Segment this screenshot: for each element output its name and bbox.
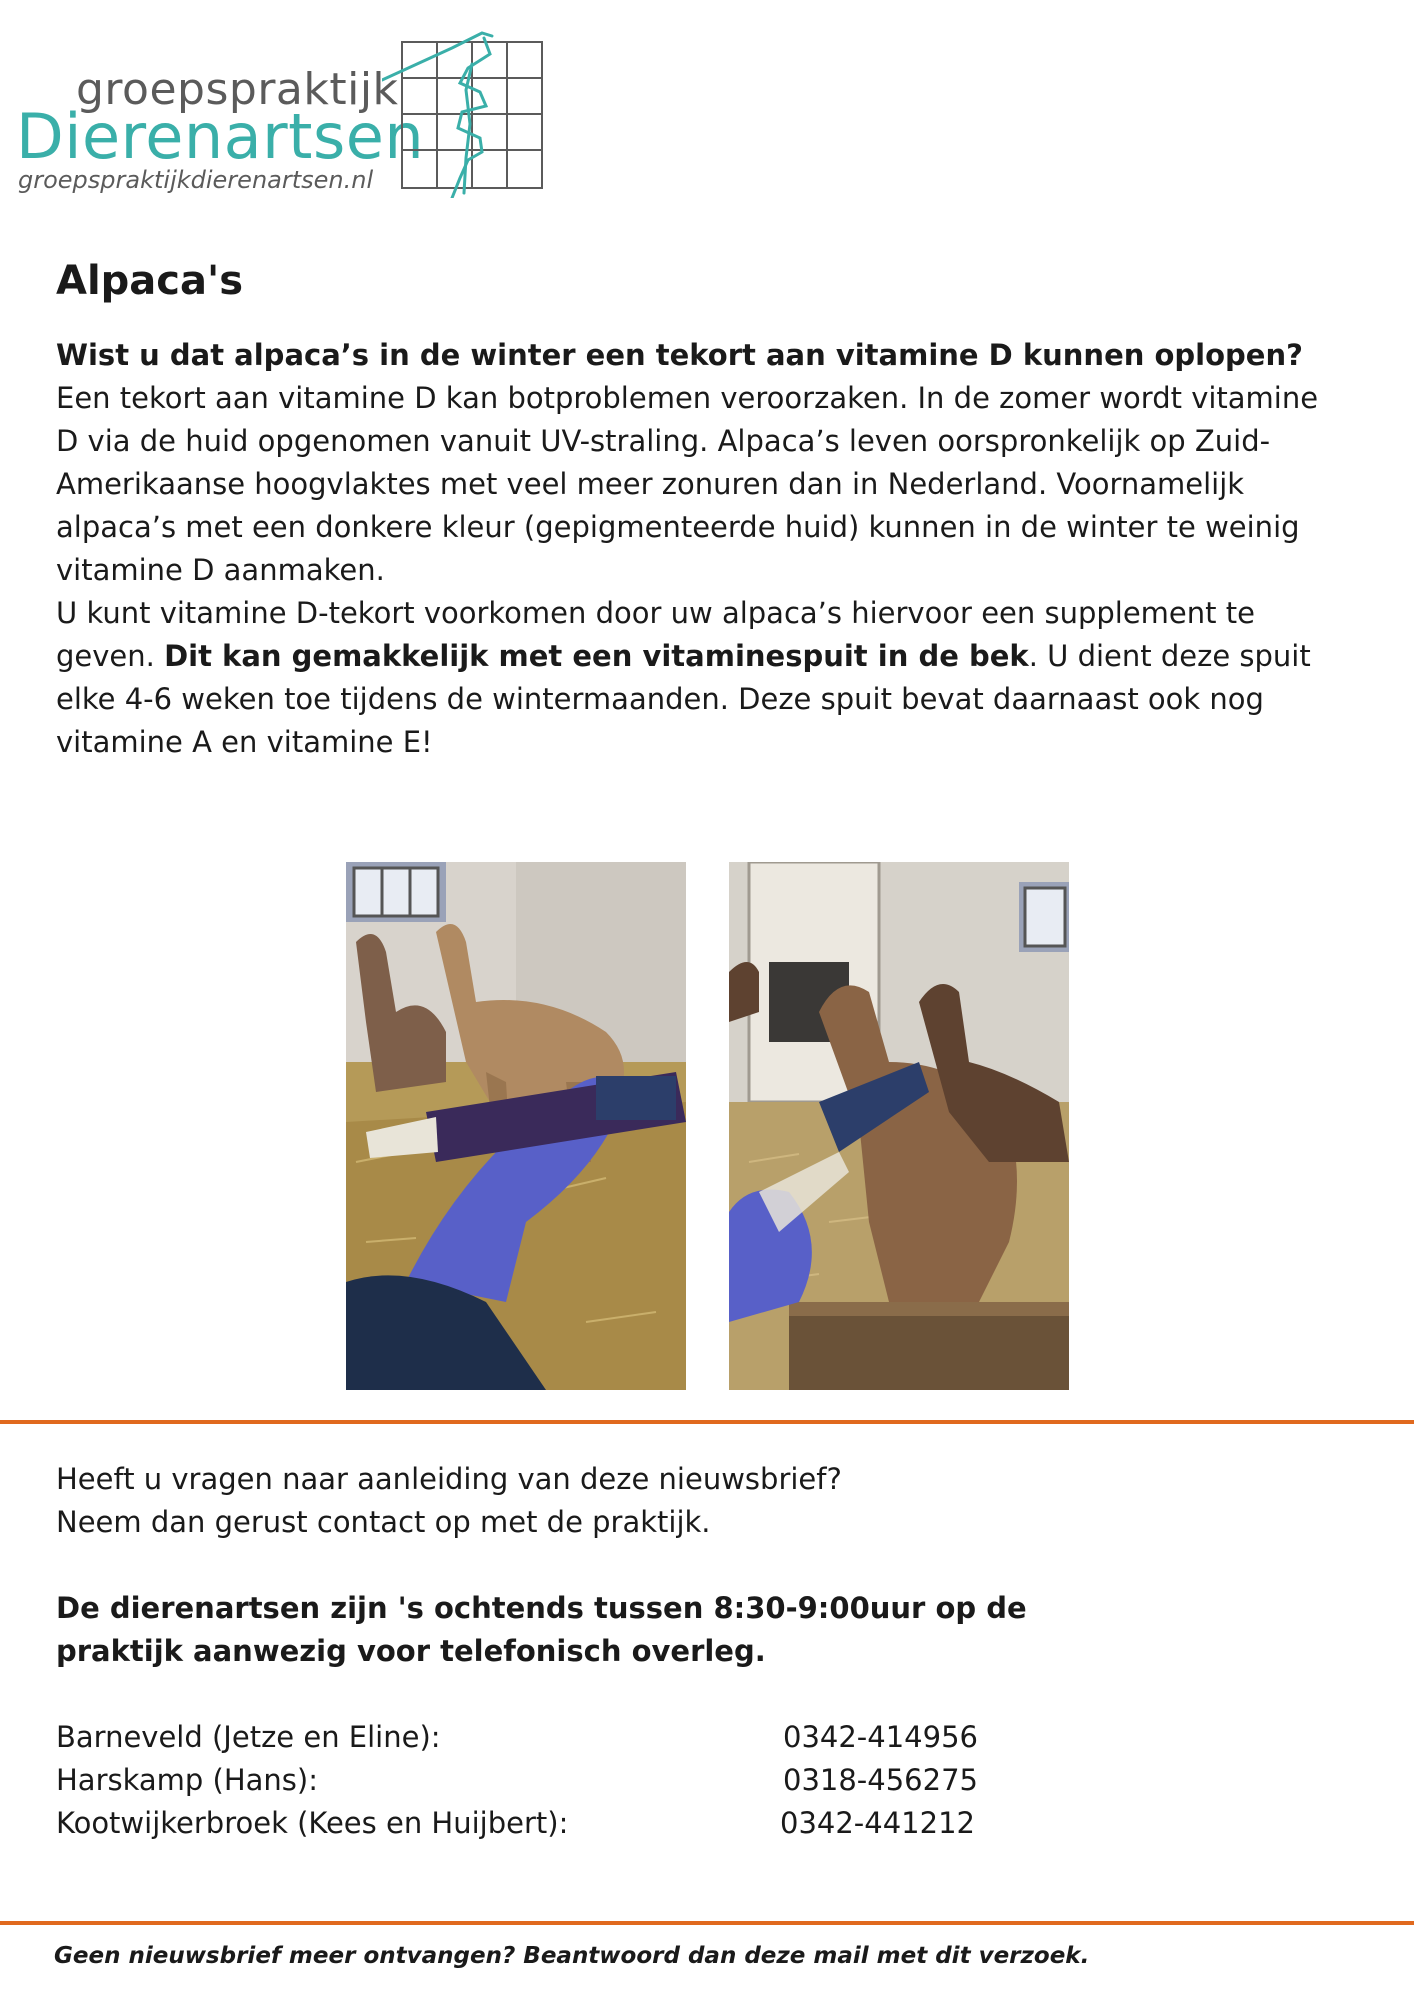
logo-text-dierenartsen: Dierenartsen xyxy=(16,100,425,173)
phone-row-kootwijkerbroek xyxy=(56,1802,1346,1845)
consultation-hours: De dierenartsen zijn 's ochtends tussen 8:30-9:00uur op de praktijk aanwezig voor telefonisch overleg. xyxy=(56,1591,1027,1668)
logo-website-url: groepspraktijkdierenartsen.nl xyxy=(18,166,374,194)
article-paragraph-1: Een tekort aan vitamine D kan botproblemen veroorzaken. In de zomer wordt vitamine D via de huid opgenomen vanuit UV-straling. Alpaca’s leven oorspronkelijk op Zuid-Amerikaanse hoogvlaktes met veel meer zonuren dan in Nederland. Voornamelijk alpaca’s met een donkere kleur (gepigmenteerde huid) kunnen in de winter te weinig vitamine D aanmaken. xyxy=(56,381,1319,587)
alpacas-stable-photo xyxy=(729,862,1069,1390)
alpaca-syringe-photo xyxy=(346,862,686,1390)
article-paragraph-2-end: . U dient deze spuit elke 4-6 weken toe tijdens de wintermaanden. Deze spuit bevat daarnaast ook nog vitamine A en vitamine E! xyxy=(56,639,1311,759)
phone-number[interactable]: 0342-441212 xyxy=(780,1806,975,1840)
article-paragraph-2-start: U kunt vitamine D-tekort voorkomen door uw alpaca’s hiervoor een supplement te geven. xyxy=(56,596,1255,673)
article-title: Alpaca's xyxy=(56,258,244,304)
contact-question: Heeft u vragen naar aanleiding van deze nieuwsbrief? xyxy=(56,1462,842,1496)
phone-row-barneveld xyxy=(56,1716,1346,1759)
unsubscribe-note: Geen nieuwsbrief meer ontvangen? Beantwoord dan deze mail met dit verzoek. xyxy=(54,1943,1090,1969)
logo-text-groepspraktijk: groepspraktijk xyxy=(76,64,399,115)
article-body xyxy=(56,334,1346,764)
phone-location: Harskamp (Hans): xyxy=(56,1763,319,1797)
contact-section xyxy=(56,1458,1346,1845)
orange-divider-top xyxy=(0,1420,1414,1424)
article-paragraph-2-bold: Dit kan gemakkelijk met een vitaminespuit in de bek xyxy=(164,639,1029,673)
practice-logo xyxy=(14,28,544,198)
phone-location: Kootwijkerbroek (Kees en Huijbert): xyxy=(56,1806,569,1840)
phone-list xyxy=(56,1716,1346,1845)
phone-number[interactable]: 0318-456275 xyxy=(783,1763,978,1797)
caduceus-grid-logo-icon xyxy=(382,28,544,198)
phone-location: Barneveld (Jetze en Eline): xyxy=(56,1720,441,1754)
orange-divider-bottom xyxy=(0,1921,1414,1925)
phone-row-harskamp xyxy=(56,1759,1346,1802)
contact-invite: Neem dan gerust contact op met de praktijk. xyxy=(56,1505,711,1539)
phone-number[interactable]: 0342-414956 xyxy=(783,1720,978,1754)
article-question: Wist u dat alpaca’s in de winter een tekort aan vitamine D kunnen oplopen? xyxy=(56,338,1303,372)
